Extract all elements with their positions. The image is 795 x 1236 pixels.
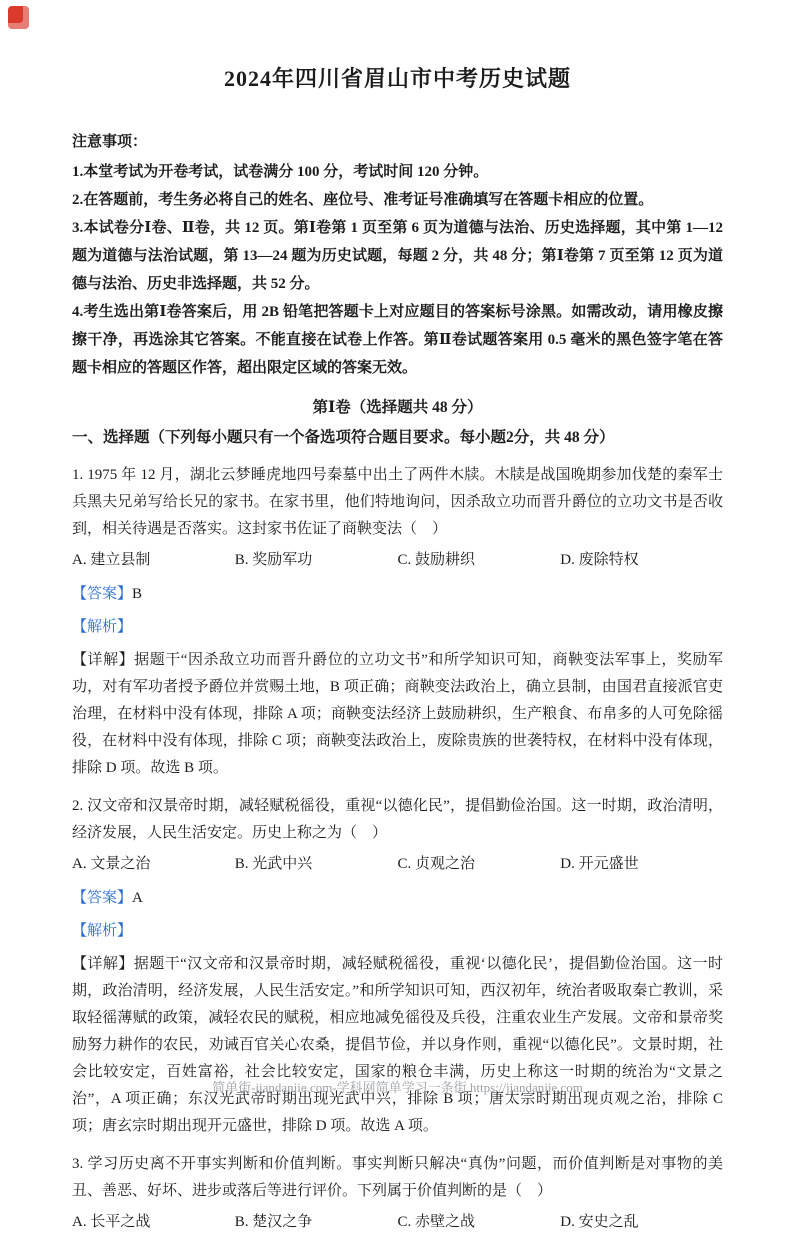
question-options — [72, 1209, 723, 1236]
option-d: D. 安史之乱 — [560, 1214, 639, 1230]
question-stem: 3. 学习历史离不开事实判断和价值判断。事实判断只解决“真伪”问题，而价值判断是对事物的美丑、善恶、好坏、进步或落后等进行评价。下列属于价值判断的是（ ） — [72, 1156, 723, 1199]
notice-item-3: 3.本试卷分Ⅰ卷、Ⅱ卷，共 12 页。第Ⅰ卷第 1 页至第 6 页为道德与法治、历史选择题，其中第 1—12 题为道德与法治试题，第 13—24 题为历史试题，每题 2 分，共 48 分；第Ⅰ卷第 7 页至第 12 页为道德与法治、历史非选择题，共 52 分。 — [72, 220, 723, 292]
answer-line — [72, 885, 723, 912]
option-a: A. 长平之战 — [72, 1214, 151, 1230]
option-a: A. 文景之治 — [72, 856, 151, 872]
option-a: A. 建立县制 — [72, 552, 151, 568]
answer-value: B — [132, 586, 143, 602]
option-b: B. 楚汉之争 — [234, 1214, 313, 1230]
footer-watermark: 简单街-jiandanjie.com-学科网简单学习一条街 https://jiandanjie.com — [212, 1080, 583, 1095]
question-block-3 — [72, 1151, 723, 1236]
notice-heading: 注意事项： — [72, 134, 148, 150]
option-b: B. 光武中兴 — [234, 856, 313, 872]
option-c: C. 贞观之治 — [397, 856, 476, 872]
question-options — [72, 851, 723, 878]
analysis-label: 【解析】 — [72, 923, 133, 939]
corner-logo-icon — [8, 6, 29, 29]
volume-heading: 第Ⅰ卷（选择题共 48 分） — [312, 399, 483, 416]
option-c: C. 鼓励耕织 — [397, 552, 476, 568]
option-d: D. 废除特权 — [560, 552, 639, 568]
notice-item-4: 4.考生选出第Ⅰ卷答案后，用 2B 铅笔把答题卡上对应题目的答案标号涂黑。如需改动，请用橡皮擦擦干净，再选涂其它答案。不能直接在试卷上作答。第Ⅱ卷试题答案用 0.5 毫米的黑色签字笔在答题卡相应的答题区作答，超出限定区域的答案无效。 — [72, 304, 723, 376]
notice-item-1: 1.本堂考试为开卷考试，试卷满分 100 分，考试时间 120 分钟。 — [72, 164, 489, 180]
answer-line — [72, 581, 723, 608]
question-detail: 【详解】据题干“因杀敌立功而晋升爵位的立功文书”和所学知识可知，商鞅变法军事上，奖励军功，对有军功者授予爵位并赏赐土地，B 项正确；商鞅变法政治上，确立县制，由国君直接派官吏治理，在材料中没有体现，排除 A 项；商鞅变法经济上鼓励耕织，生产粮食、布帛多的人可免除徭役，在材料中没有体现，排除 C 项；商鞅变法政治上，废除贵族的世袭特权，在材料中没有体现，排除 D 项。故选 B 项。 — [72, 652, 723, 776]
analysis-line — [72, 918, 723, 945]
question-block-1 — [72, 462, 723, 782]
notice-item-2: 2.在答题前，考生务必将自己的姓名、座位号、准考证号准确填写在答题卡相应的位置。 — [72, 192, 654, 208]
question-detail: 【详解】据题干“汉文帝和汉景帝时期，减轻赋税徭役，重视‘以德化民’，提倡勤俭治国。这一时期，政治清明，经济发展，人民生活安定。”和所学知识可知，西汉初年，统治者吸取秦亡教训，采取轻徭薄赋的政策，减轻农民的赋税，相应地减免徭役及兵役，注重农业生产发展。文帝和景帝奖励努力耕作的农民，劝诫百官关心农桑，提倡节俭，并以身作则，重视“以德化民”。文景时期，社会比较安定，百姓富裕，社会比较安定，国家的粮仓丰满，历史上称这一时期的统治为“文景之治”，A 项正确；东汉光武帝时期出现光武中兴，排除 B 项；唐太宗时期出现贞观之治，排除 C 项；唐玄宗时期出现开元盛世，排除 D 项。故选 A 项。 — [72, 956, 723, 1134]
answer-value: A — [132, 890, 143, 906]
option-d: D. 开元盛世 — [560, 856, 639, 872]
part-heading: 一、选择题（下列每小题只有一个备选项符合题目要求。每小题2分，共 48 分） — [72, 429, 615, 446]
analysis-line — [72, 614, 723, 641]
answer-label: 【答案】 — [72, 586, 133, 602]
answer-label: 【答案】 — [72, 890, 133, 906]
option-c: C. 赤壁之战 — [397, 1214, 476, 1230]
option-b: B. 奖励军功 — [234, 552, 313, 568]
analysis-label: 【解析】 — [72, 619, 133, 635]
question-stem: 1. 1975 年 12 月，湖北云梦睡虎地四号秦墓中出土了两件木牍。木牍是战国晚期参加伐楚的秦军士兵黑夫兄弟写给长兄的家书。在家书里，他们特地询问，因杀敌立功而晋升爵位的立功文书是否收到，相关待遇是否落实。这封家书佐证了商鞅变法（ ） — [72, 467, 723, 537]
page-title: 2024年四川省眉山市中考历史试题 — [223, 66, 571, 91]
question-stem: 2. 汉文帝和汉景帝时期，减轻赋税徭役，重视“以德化民”，提倡勤俭治国。这一时期，政治清明，经济发展，人民生活安定。历史上称之为（ ） — [72, 798, 723, 841]
question-options — [72, 547, 723, 574]
